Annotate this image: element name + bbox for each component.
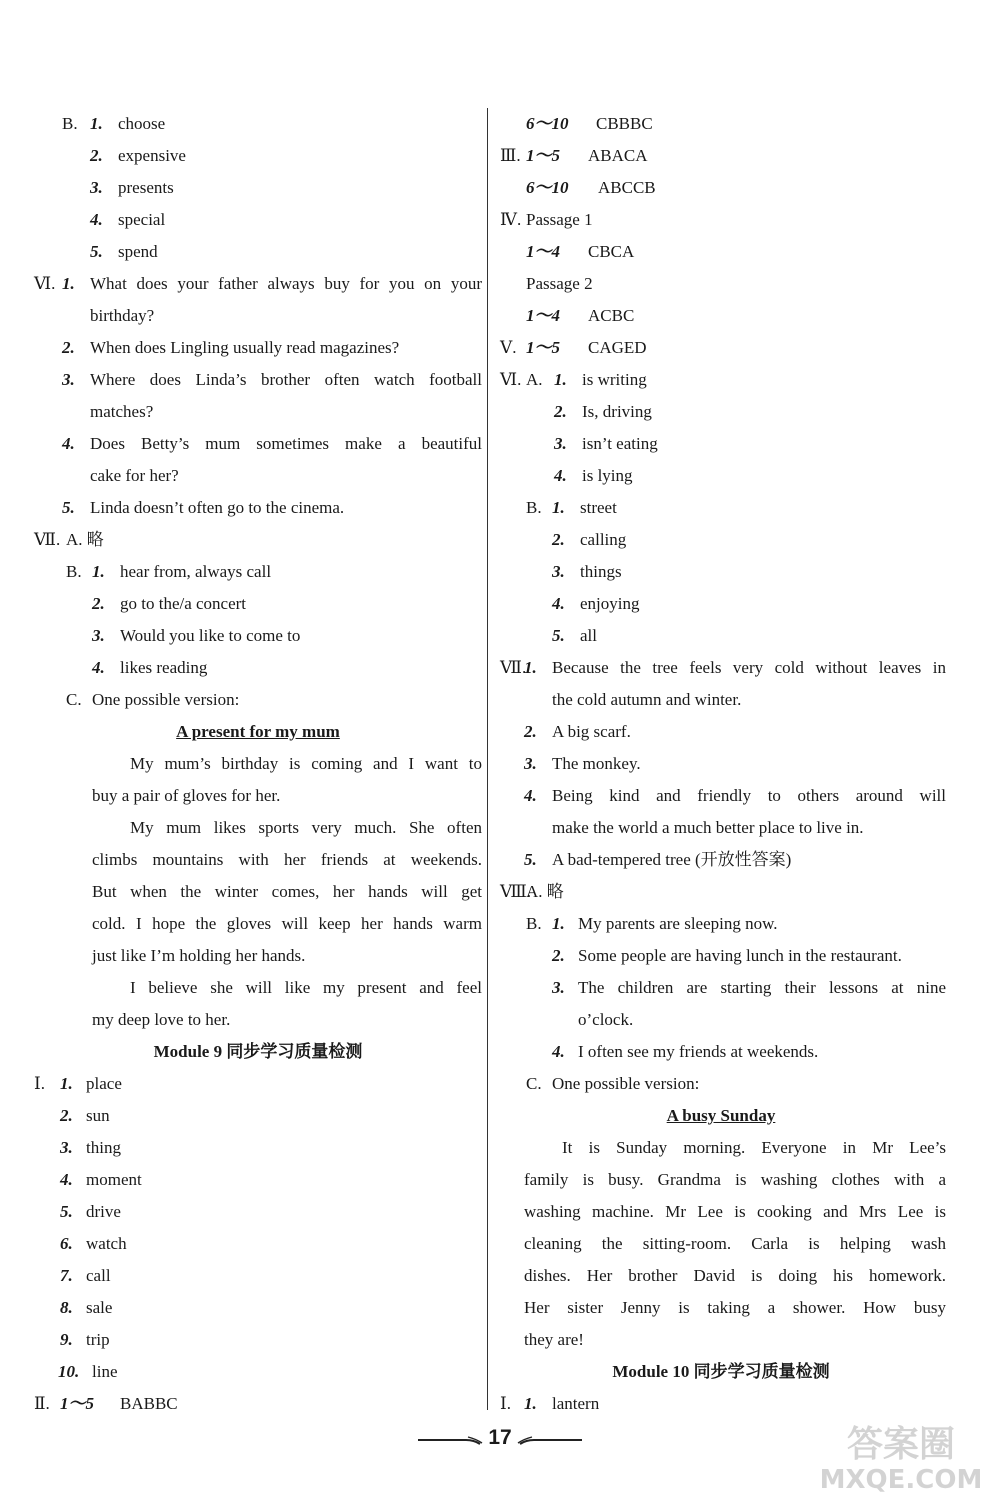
item-number: 4.: [62, 434, 75, 453]
answer-line: [496, 716, 946, 748]
answer-text: A bad-tempered tree (开放性答案): [552, 850, 792, 869]
item-number: 4.: [524, 786, 537, 805]
answer-text: the cold autumn and winter.: [552, 690, 742, 709]
answer-text: birthday?: [90, 306, 155, 325]
answer-text: call: [86, 1266, 111, 1285]
answer-text: special: [118, 210, 166, 229]
answer-text: street: [580, 498, 617, 517]
item-number: 2.: [552, 530, 565, 549]
answer-text: lantern: [552, 1394, 600, 1413]
item-number: 6～10: [526, 178, 569, 197]
answer-line: [496, 300, 946, 332]
item-number: 3.: [524, 754, 537, 773]
answer-text: CAGED: [588, 338, 647, 357]
answer-text: matches?: [90, 402, 154, 421]
answer-text: ABCCB: [598, 178, 656, 197]
answer-text: ACBC: [588, 306, 635, 325]
answer-line: [496, 332, 946, 364]
answer-text: My mum’s birthday is coming and I want to: [130, 754, 482, 773]
item-number: 2.: [552, 946, 565, 965]
answer-text: What does your father always buy for you on your: [90, 274, 482, 293]
answer-text: BABBC: [120, 1394, 178, 1413]
answer-text: presents: [118, 178, 174, 197]
answer-line: [496, 204, 946, 236]
answer-text: place: [86, 1074, 122, 1093]
answer-line: [496, 108, 946, 140]
answer-line: [34, 332, 482, 364]
answer-line: [34, 1164, 482, 1196]
item-number: 1～5: [60, 1394, 94, 1413]
answer-line: [34, 396, 482, 428]
answer-line: [496, 1356, 946, 1388]
answer-line: [34, 460, 482, 492]
answer-text: is lying: [582, 466, 633, 485]
answer-line: [34, 524, 482, 556]
answer-text: thing: [86, 1138, 121, 1157]
right-ornament-icon: [516, 1435, 584, 1445]
answer-text: Would you like to come to: [120, 626, 301, 645]
answer-text: A big scarf.: [552, 722, 631, 741]
item-number: 3.: [62, 370, 75, 389]
item-number: 1.: [554, 370, 567, 389]
answer-text: things: [580, 562, 622, 581]
answer-line: [34, 1324, 482, 1356]
answer-line: [34, 140, 482, 172]
answer-text: One possible version:: [92, 690, 240, 709]
watermark-url: MXQE.COM: [819, 1465, 983, 1494]
answer-text: When does Lingling usually read magazines?: [90, 338, 400, 357]
answer-line: [496, 1324, 946, 1356]
answer-text: The children are starting their lessons at nine: [578, 978, 946, 997]
answer-text: My mum likes sports very much. She often: [130, 818, 482, 837]
item-number: 4.: [552, 594, 565, 613]
answer-line: [496, 364, 946, 396]
item-number: 2.: [554, 402, 567, 421]
answer-text: CBCA: [588, 242, 635, 261]
answer-line: [34, 204, 482, 236]
item-number: 3.: [552, 562, 565, 581]
answer-text: cold. I hope the gloves will keep her hands warm: [92, 914, 482, 933]
item-number: 6.: [60, 1234, 73, 1253]
answer-line: [34, 780, 482, 812]
answer-line: [34, 1292, 482, 1324]
answer-line: [34, 844, 482, 876]
item-number: 1～4: [526, 242, 560, 261]
essay-title: A present for my mum: [176, 722, 340, 741]
answer-line: [496, 652, 946, 684]
answer-line: [496, 940, 946, 972]
answer-text: ABACA: [588, 146, 648, 165]
answer-line: [496, 620, 946, 652]
answer-line: [496, 1196, 946, 1228]
answer-line: [34, 556, 482, 588]
answer-line: [496, 812, 946, 844]
section-title: Module 9 同步学习质量检测: [153, 1042, 363, 1061]
item-number: 2.: [62, 338, 75, 357]
answer-line: [496, 1068, 946, 1100]
answer-line: [34, 1260, 482, 1292]
item-number: 6～10: [526, 114, 569, 133]
answer-text: family is busy. Grandma is washing clothes with a: [524, 1170, 946, 1189]
item-number: 1～5: [526, 338, 560, 357]
answer-line: [34, 1036, 482, 1068]
answer-line: [34, 652, 482, 684]
answer-text: Because the tree feels very cold without leaves in: [552, 658, 946, 677]
answer-line: [34, 428, 482, 460]
answer-line: [34, 268, 482, 300]
item-number: 4.: [554, 466, 567, 485]
answer-text: The monkey.: [552, 754, 641, 773]
watermark-logo: [808, 1420, 994, 1494]
item-number: 4.: [90, 210, 103, 229]
item-number: 3.: [60, 1138, 73, 1157]
answer-text: Does Betty’s mum sometimes make a beautiful: [90, 434, 482, 453]
answer-text: Some people are having lunch in the restaurant.: [578, 946, 902, 965]
answer-line: [496, 844, 946, 876]
section-marker: C.: [526, 1074, 542, 1093]
answer-line: [34, 236, 482, 268]
item-number: 3.: [552, 978, 565, 997]
item-number: 3.: [554, 434, 567, 453]
answer-line: [496, 1388, 946, 1420]
section-marker: B.: [526, 498, 542, 517]
section-marker: Ⅶ.: [500, 658, 527, 677]
answer-line: [496, 1164, 946, 1196]
answer-line: [496, 172, 946, 204]
answer-text: Being kind and friendly to others around will: [552, 786, 946, 805]
answer-line: [34, 588, 482, 620]
answer-line: [34, 716, 482, 748]
answer-line: [34, 908, 482, 940]
answer-line: [34, 812, 482, 844]
answer-text: spend: [118, 242, 158, 261]
answer-line: [34, 1004, 482, 1036]
item-number: 1.: [90, 114, 103, 133]
answer-line: [496, 556, 946, 588]
answer-text: climbs mountains with her friends at weekends.: [92, 850, 482, 869]
item-number: 5.: [90, 242, 103, 261]
item-number: 4.: [92, 658, 105, 677]
item-number: 4.: [60, 1170, 73, 1189]
answer-line: [496, 524, 946, 556]
answer-line: [34, 1100, 482, 1132]
section-marker: Ⅰ.: [500, 1394, 511, 1413]
section-marker: B.: [66, 562, 82, 581]
answer-line: [496, 236, 946, 268]
section-marker: Ⅷ.: [500, 882, 532, 901]
answer-line: [34, 1132, 482, 1164]
answer-text: I believe she will like my present and feel: [130, 978, 482, 997]
answer-line: [496, 492, 946, 524]
answer-text: One possible version:: [552, 1074, 700, 1093]
answer-line: [496, 428, 946, 460]
answer-line: [34, 1388, 482, 1420]
answer-line: [34, 300, 482, 332]
section-marker: Ⅶ.: [34, 530, 61, 549]
watermark-cn: 答案圈: [846, 1424, 956, 1465]
item-number: 2.: [60, 1106, 73, 1125]
answer-text: is writing: [582, 370, 647, 389]
answer-line: [496, 1292, 946, 1324]
answer-line: [496, 1228, 946, 1260]
item-number: 7.: [60, 1266, 73, 1285]
answer-text: expensive: [118, 146, 186, 165]
answer-text: all: [580, 626, 597, 645]
section-marker: Ⅱ.: [34, 1394, 50, 1413]
right-column: [496, 108, 946, 1420]
item-number: 5.: [552, 626, 565, 645]
page-number: 17: [488, 1426, 512, 1449]
answer-text: choose: [118, 114, 166, 133]
answer-line: [34, 620, 482, 652]
answer-line: [34, 876, 482, 908]
item-number: 1.: [552, 498, 565, 517]
item-number: 2.: [92, 594, 105, 613]
answer-text: drive: [86, 1202, 121, 1221]
item-number: 1.: [60, 1074, 73, 1093]
section-marker: Ⅳ.: [500, 210, 522, 229]
answer-line: [496, 1132, 946, 1164]
section-marker: C.: [66, 690, 82, 709]
answer-text: It is Sunday morning. Everyone in Mr Lee’s: [562, 1138, 946, 1157]
column-divider: [487, 108, 488, 1410]
answer-line: [496, 1036, 946, 1068]
answer-line: [496, 1100, 946, 1132]
answer-text: cleaning the sitting-room. Carla is helping wash: [524, 1234, 946, 1253]
answer-line: [34, 1356, 482, 1388]
item-number: 1～4: [526, 306, 560, 325]
section-marker: B.: [526, 914, 542, 933]
item-number: 10.: [58, 1362, 80, 1381]
answer-line: [34, 940, 482, 972]
item-number: 1.: [524, 658, 537, 677]
answer-line: [496, 908, 946, 940]
answer-text: my deep love to her.: [92, 1010, 231, 1029]
answer-text: dishes. Her brother David is doing his homework.: [524, 1266, 946, 1285]
answer-line: [34, 1228, 482, 1260]
answer-line: [496, 460, 946, 492]
left-ornament-icon: [416, 1435, 484, 1445]
answer-line: [496, 876, 946, 908]
item-number: 1～5: [526, 146, 560, 165]
answer-text: just like I’m holding her hands.: [92, 946, 306, 965]
item-number: 3.: [90, 178, 103, 197]
answer-text: Is, driving: [582, 402, 652, 421]
answer-text: watch: [86, 1234, 127, 1253]
answer-text: hear from, always call: [120, 562, 272, 581]
answer-line: [34, 972, 482, 1004]
answer-line: [34, 492, 482, 524]
answer-text: enjoying: [580, 594, 640, 613]
answer-text: washing machine. Mr Lee is cooking and Mrs Lee is: [524, 1202, 946, 1221]
answer-line: [496, 684, 946, 716]
item-number: 8.: [60, 1298, 73, 1317]
left-column: [34, 108, 482, 1420]
answer-text: likes reading: [120, 658, 208, 677]
answer-text: My parents are sleeping now.: [578, 914, 778, 933]
item-number: 5.: [524, 850, 537, 869]
answer-text: go to the/a concert: [120, 594, 247, 613]
answer-text: line: [92, 1362, 118, 1381]
answer-text: they are!: [524, 1330, 584, 1349]
section-marker: Ⅴ.: [500, 338, 517, 357]
item-number: 2.: [524, 722, 537, 741]
answer-text: Her sister Jenny is taking a shower. How busy: [524, 1298, 946, 1317]
answer-line: [496, 268, 946, 300]
answer-line: [496, 1260, 946, 1292]
item-number: 5.: [62, 498, 75, 517]
answer-line: [34, 172, 482, 204]
answer-text: sale: [86, 1298, 113, 1317]
section-marker: Ⅵ.: [34, 274, 56, 293]
answer-text: isn’t eating: [582, 434, 658, 453]
answer-text: I often see my friends at weekends.: [578, 1042, 819, 1061]
answer-line: [34, 364, 482, 396]
answer-line: [496, 1004, 946, 1036]
answer-line: [496, 588, 946, 620]
section-marker: Ⅲ.: [500, 146, 521, 165]
answer-line: [34, 684, 482, 716]
item-number: 1.: [524, 1394, 537, 1413]
answer-text: moment: [86, 1170, 142, 1189]
section-marker: B.: [62, 114, 78, 133]
answer-text: Passage 1: [526, 210, 593, 229]
item-number: 1.: [552, 914, 565, 933]
section-marker: Ⅰ.: [34, 1074, 45, 1093]
answer-line: [496, 972, 946, 1004]
answer-text: Where does Linda’s brother often watch football: [90, 370, 482, 389]
answer-text: trip: [86, 1330, 110, 1349]
answer-text: Linda doesn’t often go to the cinema.: [90, 498, 345, 517]
answer-line: [496, 140, 946, 172]
answer-text: cake for her?: [90, 466, 179, 485]
essay-title: A busy Sunday: [666, 1106, 776, 1125]
item-number: 1.: [62, 274, 75, 293]
section-title: Module 10 同步学习质量检测: [612, 1362, 830, 1381]
answer-text: A.: [526, 370, 543, 389]
answer-text: sun: [86, 1106, 110, 1125]
answer-line: [496, 396, 946, 428]
answer-text: make the world a much better place to live in.: [552, 818, 864, 837]
item-number: 5.: [60, 1202, 73, 1221]
item-number: 4.: [552, 1042, 565, 1061]
answer-text: A. 略: [526, 882, 564, 901]
answer-line: [34, 748, 482, 780]
item-number: 1.: [92, 562, 105, 581]
item-number: 9.: [60, 1330, 73, 1349]
answer-line: [496, 780, 946, 812]
answer-text: buy a pair of gloves for her.: [92, 786, 281, 805]
answer-line: [496, 748, 946, 780]
answer-text: o’clock.: [578, 1010, 634, 1029]
answer-text: But when the winter comes, her hands will get: [92, 882, 482, 901]
answer-text: calling: [580, 530, 627, 549]
answer-line: [34, 108, 482, 140]
answer-text: CBBBC: [596, 114, 653, 133]
section-marker: Ⅵ.: [500, 370, 522, 389]
answer-text: Passage 2: [526, 274, 593, 293]
answer-line: [34, 1068, 482, 1100]
item-number: 3.: [92, 626, 105, 645]
answer-text: A. 略: [66, 530, 104, 549]
item-number: 2.: [90, 146, 103, 165]
answer-line: [34, 1196, 482, 1228]
